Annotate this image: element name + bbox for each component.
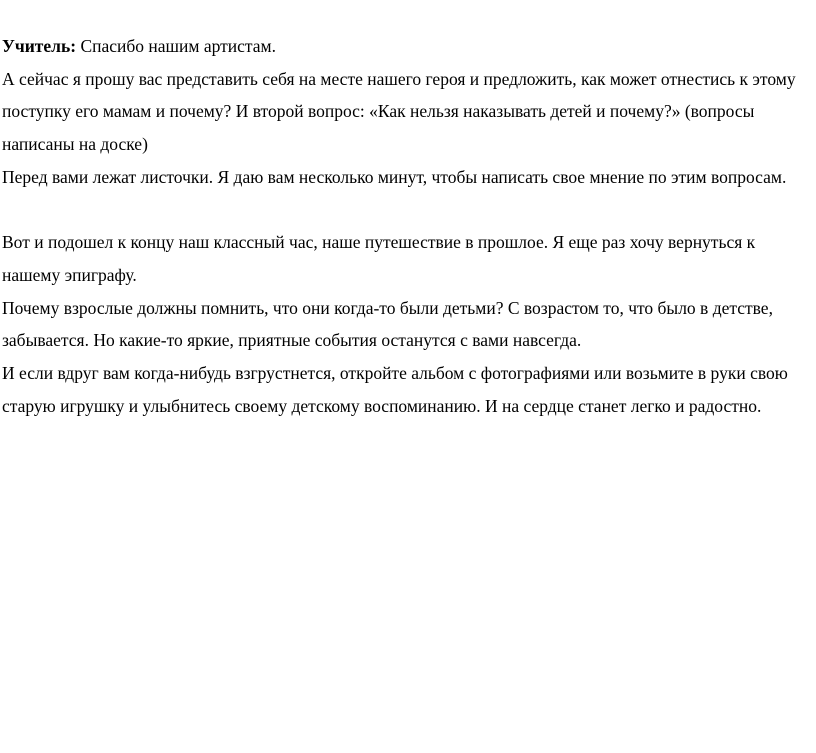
paragraph-text: Спасибо нашим артистам. <box>80 36 276 56</box>
document-body <box>2 30 814 422</box>
paragraph: Почему взрослые должны помнить, что они когда-то были детьми? С возрастом то, что было в детстве, забывается. Но какие-то яркие, приятные события останутся с вами навсегда. <box>2 297 773 351</box>
paragraph-teacher-line <box>2 30 814 63</box>
paragraph: А сейчас я прошу вас представить себя на месте нашего героя и предложить, как может отнестись к этому поступку его мамам и почему? И второй вопрос: «Как нельзя наказывать детей и почему?» (вопросы написаны на доске) <box>2 68 796 155</box>
speaker-label: Учитель: <box>2 36 77 56</box>
blank-line <box>2 194 814 227</box>
paragraph: Перед вами лежат листочки. Я даю вам несколько минут, чтобы написать свое мнение по этим вопросам. <box>2 166 787 187</box>
paragraph: И если вдруг вам когда-нибудь взгрустнется, откройте альбом с фотографиями или возьмите в руки свою старую игрушку и улыбнитесь своему детскому воспоминанию. И на сердце станет легко и радостно. <box>2 363 788 416</box>
paragraph: Вот и подошел к концу наш классный час, наше путешествие в прошлое. Я еще раз хочу вернуться к нашему эпиграфу. <box>2 232 756 285</box>
